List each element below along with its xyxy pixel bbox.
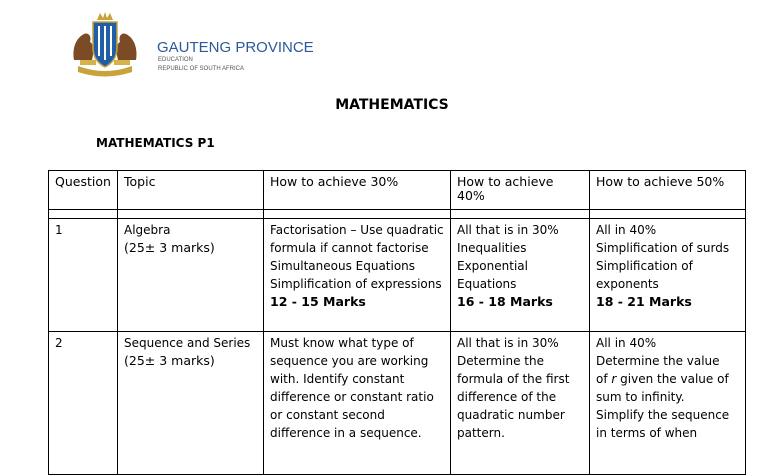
cell-line: or constant second bbox=[270, 408, 385, 422]
cell-line: Determine the bbox=[457, 354, 544, 368]
cell-line: Equations bbox=[457, 277, 517, 291]
org-department: EDUCATION bbox=[158, 57, 193, 63]
table-header-row bbox=[49, 171, 746, 210]
topic-name: Sequence and Series bbox=[124, 336, 251, 350]
achieve-50-cell bbox=[590, 219, 746, 332]
cell-line: pattern. bbox=[457, 426, 505, 440]
cell-line: sequence you are working bbox=[270, 354, 429, 368]
achievement-table bbox=[48, 170, 746, 475]
cell-line: Simultaneous Equations bbox=[270, 259, 416, 273]
cell-line: Factorisation – Use quadratic bbox=[270, 223, 444, 237]
cell-line bbox=[596, 370, 739, 388]
cell-line: All in 40% bbox=[596, 223, 657, 237]
cell-line: Simplification of bbox=[596, 259, 693, 273]
cell-line: Simplify the sequence bbox=[596, 408, 730, 422]
cell-line: All that is in 30% bbox=[457, 223, 559, 237]
header-question: Question bbox=[49, 171, 118, 210]
cell-line: formula if cannot factorise bbox=[270, 241, 429, 255]
cell-line: quadratic number bbox=[457, 408, 565, 422]
table-row bbox=[49, 332, 746, 475]
gauteng-crest-logo bbox=[70, 10, 140, 78]
topic-name: Algebra bbox=[124, 223, 171, 237]
org-country: REPUBLIC OF SOUTH AFRICA bbox=[158, 66, 245, 72]
header-achieve-40: How to achieve 40% bbox=[451, 171, 590, 210]
topic-cell bbox=[118, 332, 264, 475]
cell-line: formula of the first bbox=[457, 372, 570, 386]
header-achieve-50: How to achieve 50% bbox=[590, 171, 746, 210]
table-row bbox=[49, 219, 746, 332]
cell-text: given the value of bbox=[616, 372, 729, 386]
cell-line: All in 40% bbox=[596, 336, 657, 350]
topic-marks: (25± 3 marks) bbox=[124, 353, 215, 368]
cell-line: with. Identify constant bbox=[270, 372, 405, 386]
cell-line: Simplification of expressions bbox=[270, 277, 442, 291]
cell-line: in terms of when bbox=[596, 426, 698, 440]
cell-line: Must know what type of bbox=[270, 336, 414, 350]
topic-cell bbox=[118, 219, 264, 332]
cell-line: Exponential bbox=[457, 259, 528, 273]
marks-50: 18 - 21 Marks bbox=[596, 294, 692, 309]
header-topic: Topic bbox=[118, 171, 264, 210]
paper-title: MATHEMATICS P1 bbox=[96, 136, 215, 150]
cell-line: exponents bbox=[596, 277, 659, 291]
marks-40: 16 - 18 Marks bbox=[457, 294, 553, 309]
org-name: GAUTENG PROVINCE bbox=[157, 39, 314, 56]
cell-line: difference in a sequence. bbox=[270, 426, 422, 440]
cell-line: Simplification of surds bbox=[596, 241, 730, 255]
achieve-30-cell bbox=[264, 332, 451, 475]
variable-r: r bbox=[611, 372, 617, 386]
question-number: 1 bbox=[49, 219, 118, 332]
achieve-40-cell bbox=[451, 219, 590, 332]
spacer-row bbox=[49, 210, 746, 219]
document-title: MATHEMATICS bbox=[335, 97, 449, 113]
cell-text: of bbox=[596, 372, 612, 386]
achieve-50-cell bbox=[590, 332, 746, 475]
marks-30: 12 - 15 Marks bbox=[270, 294, 366, 309]
cell-line: All that is in 30% bbox=[457, 336, 559, 350]
question-number: 2 bbox=[49, 332, 118, 475]
cell-line: sum to infinity. bbox=[596, 390, 685, 404]
topic-marks: (25± 3 marks) bbox=[124, 240, 215, 255]
cell-line: difference or constant ratio bbox=[270, 390, 434, 404]
cell-line: difference of the bbox=[457, 390, 557, 404]
achieve-40-cell bbox=[451, 332, 590, 475]
header-achieve-30: How to achieve 30% bbox=[264, 171, 451, 210]
achieve-30-cell bbox=[264, 219, 451, 332]
cell-line: Determine the value bbox=[596, 354, 720, 368]
cell-line: Inequalities bbox=[457, 241, 527, 255]
